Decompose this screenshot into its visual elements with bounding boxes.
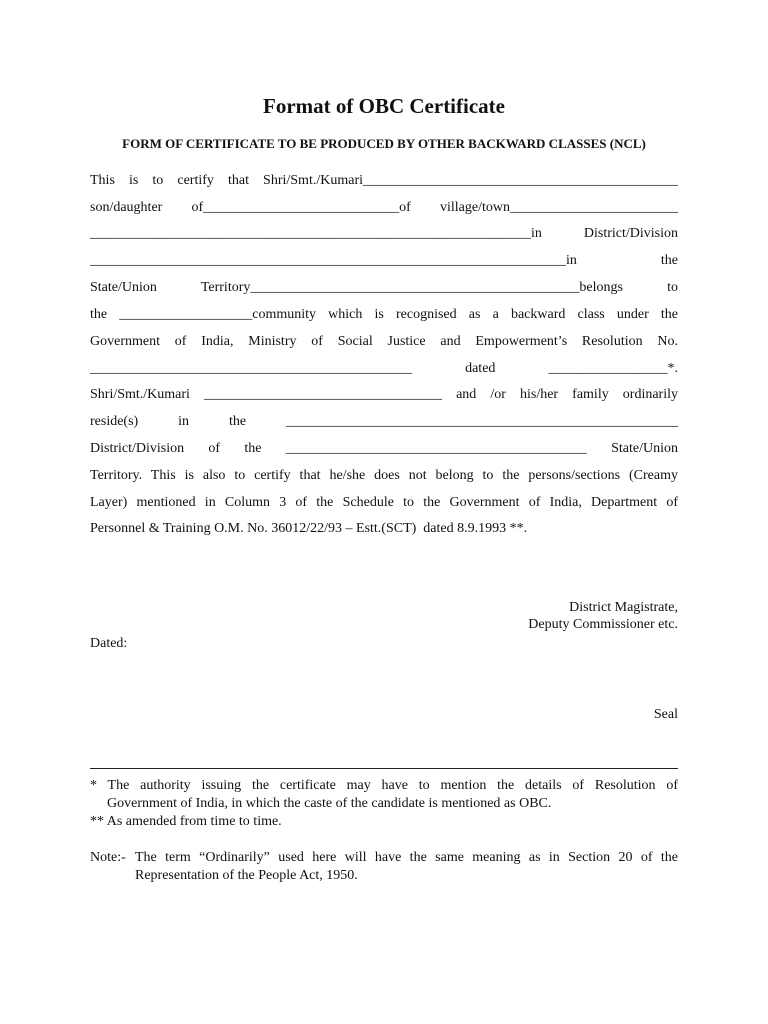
signatory-title: District Magistrate, [569, 600, 678, 615]
body-line: _______________________________________________________________in District/Division [90, 226, 678, 241]
body-line: Shri/Smt./Kumari __________________________________ and /or his/her family ordinarily [90, 387, 678, 402]
dated-label: Dated: [90, 636, 128, 651]
body-line: Government of India, Ministry of Social Justice and Empowerment’s Resolution No. [90, 334, 678, 349]
body-line: son/daughter of____________________________of village/town________________________ [90, 200, 678, 215]
footnote-amended: ** As amended from time to time. [90, 814, 282, 829]
note [90, 849, 678, 885]
body-line: This is to certify that Shri/Smt./Kumari_____________________________________________ [90, 173, 678, 188]
body-line: State/Union Territory_______________________________________________belongs to [90, 280, 678, 295]
body-line: Layer) mentioned in Column 3 of the Schedule to the Government of India, Department of [90, 495, 678, 510]
body-line: the ___________________community which is recognised as a backward class under the [90, 307, 678, 322]
signatory-subtitle: Deputy Commissioner etc. [528, 617, 678, 632]
form-subtitle: FORM OF CERTIFICATE TO BE PRODUCED BY OTHER BACKWARD CLASSES (NCL) [122, 136, 646, 151]
body-line: Territory. This is also to certify that he/she does not belong to the persons/sections (Creamy [90, 468, 678, 483]
body-line: ____________________________________________________________________in the [90, 253, 678, 268]
body-line: Personnel & Training O.M. No. 36012/22/93 – Estt.(SCT) dated 8.9.1993 **. [90, 521, 528, 536]
footnote-divider [90, 768, 678, 769]
footnote-authority-cont: Government of India, in which the caste of the candidate is mentioned as OBC. [107, 796, 552, 811]
body-line: ______________________________________________ dated _________________*. [90, 361, 678, 376]
seal-label: Seal [653, 707, 678, 722]
note-label: Note:- [90, 850, 126, 865]
footnote-authority: * The authority issuing the certificate may have to mention the details of Resolution of [90, 778, 678, 793]
note-text-cont: Representation of the People Act, 1950. [135, 868, 358, 883]
page-title: Format of OBC Certificate [263, 94, 505, 118]
body-line: reside(s) in the ________________________________________________________ [90, 414, 678, 429]
note-text: The term “Ordinarily” used here will have the same meaning as in Section 20 of the [135, 850, 678, 865]
body-line: District/Division of the ___________________________________________ State/Union [90, 441, 678, 456]
